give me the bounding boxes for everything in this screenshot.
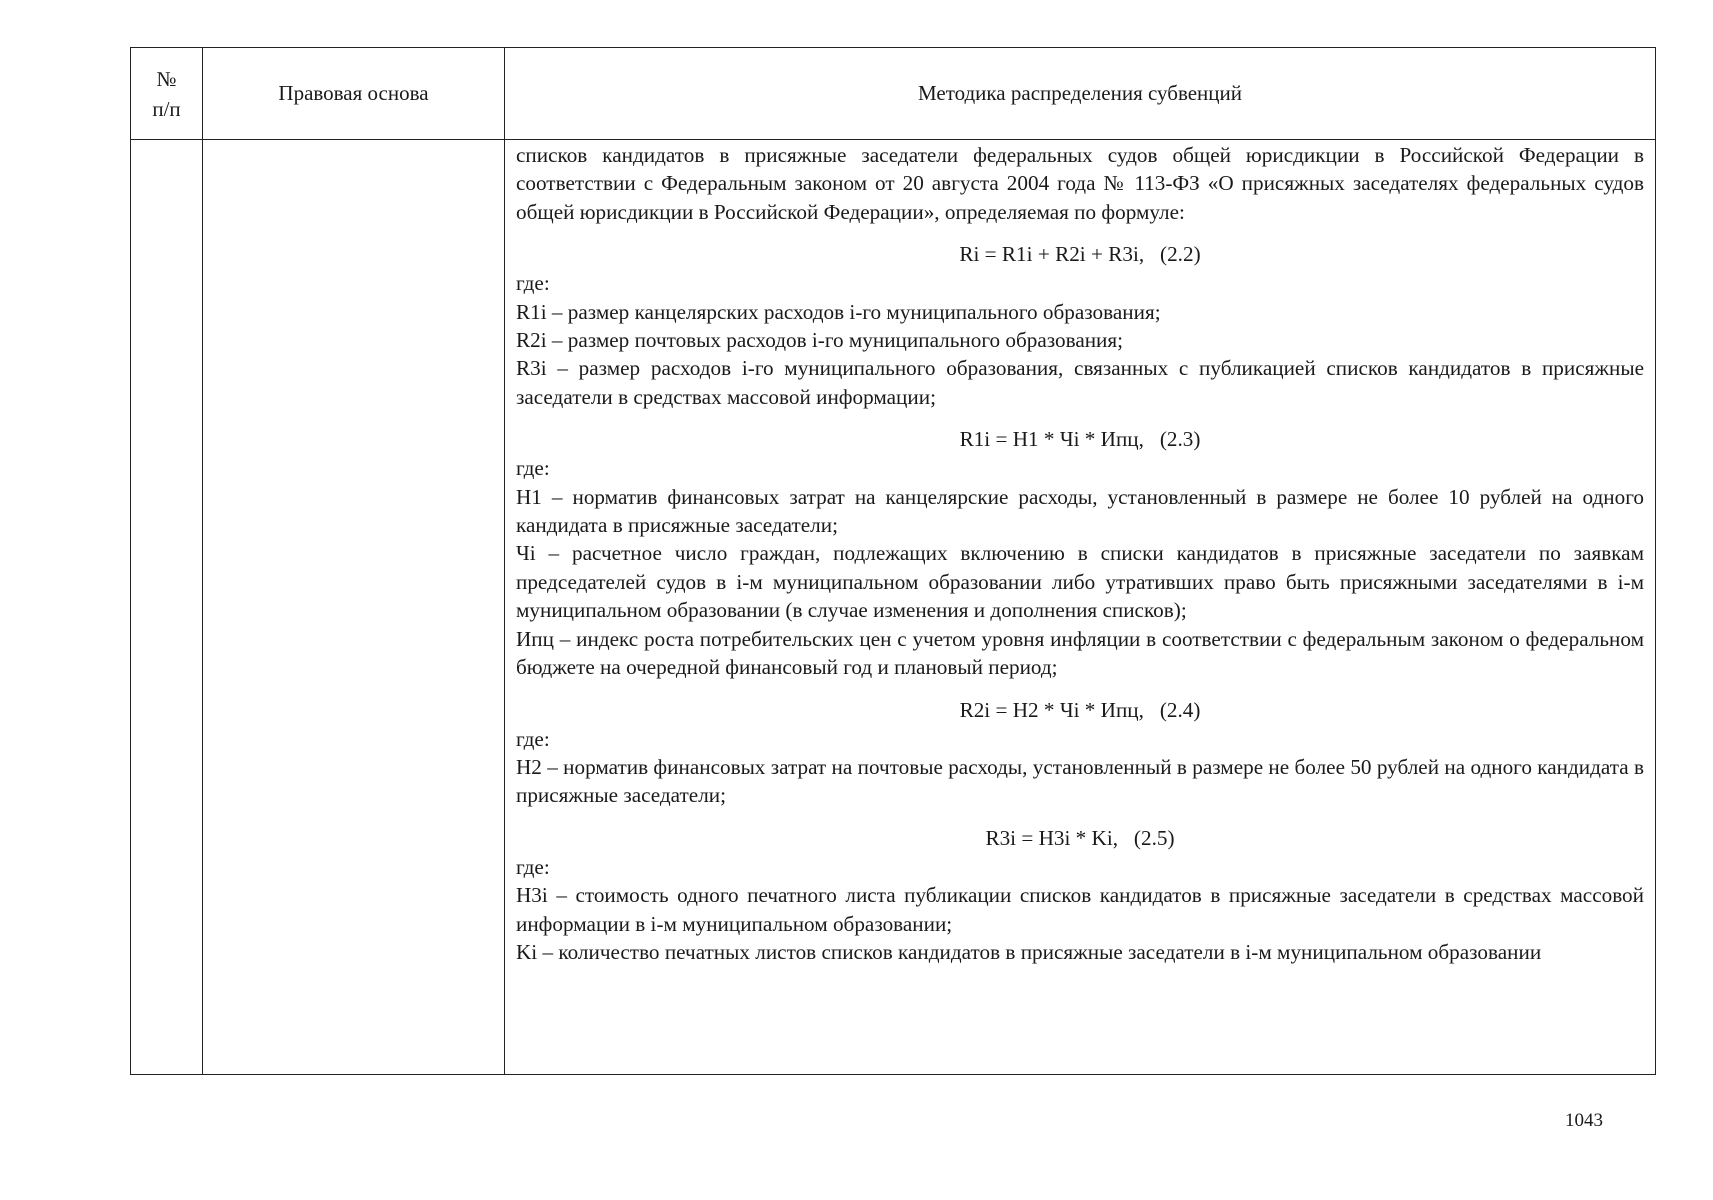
table-row <box>131 140 1656 1075</box>
header-number <box>131 48 203 140</box>
methodology-table <box>130 47 1656 1075</box>
paragraph: H2 – норматив финансовых затрат на почтовые расходы, установленный в размере не более 50 рублей на одного кандидата в присяжные заседатели; <box>516 754 1644 808</box>
formula: R1i = H1 * Чi * Ипц, (2.3) <box>959 427 1201 452</box>
header-legal-basis: Правовая основа <box>203 48 505 140</box>
methodology-text <box>505 140 1655 966</box>
header-number-symbol: № <box>156 66 177 91</box>
paragraph: R3i – размер расходов i-го муниципального образования, связанных с публикацией списков кандидатов в присяжные заседатели в средствах массовой информации; <box>516 356 1644 409</box>
cell-number <box>131 140 203 1075</box>
paragraph: R1i – размер канцелярских расходов i-го муниципального образования; <box>516 299 1161 324</box>
formula: R3i = H3i * Ki, (2.5) <box>985 825 1175 850</box>
table-header-row <box>131 48 1656 140</box>
paragraph: R2i – размер почтовых расходов i-го муниципального образования; <box>516 328 1124 353</box>
paragraph: Чi – расчетное число граждан, подлежащих включению в списки кандидатов в присяжные заседатели по заявкам председателей судов в i-м муниципальном образовании либо утративших право быть присяжными заседателями в i-м муниципальном образовании (в случае изменения и дополнения списков); <box>516 541 1644 623</box>
page-number: 1043 <box>1565 1110 1603 1131</box>
formula: Ri = R1i + R2i + R3i, (2.2) <box>959 242 1201 267</box>
formula: R2i = H2 * Чi * Ипц, (2.4) <box>959 697 1201 722</box>
cell-methodology <box>505 140 1656 1075</box>
paragraph: H1 – норматив финансовых затрат на канцелярские расходы, установленный в размере не более 10 рублей на одного кандидата в присяжные заседатели; <box>516 484 1644 538</box>
paragraph: Ипц – индекс роста потребительских цен с учетом уровня инфляции в соответствии с федеральным законом о федеральном бюджете на очередной финансовый год и плановый период; <box>516 626 1644 680</box>
header-methodology: Методика распределения субвенций <box>505 48 1656 140</box>
header-number-abbrev: п/п <box>152 96 181 121</box>
paragraph: H3i – стоимость одного печатного листа публикации списков кандидатов в присяжные заседатели в средствах массовой информации в i-м муниципальном образовании; <box>516 883 1644 936</box>
paragraph: где: <box>516 854 550 879</box>
paragraph: где: <box>516 271 550 296</box>
paragraph: где: <box>516 726 550 751</box>
paragraph: где: <box>516 456 550 481</box>
cell-legal-basis <box>203 140 505 1075</box>
paragraph: Ki – количество печатных листов списков кандидатов в присяжные заседатели в i-м муниципальном образовании <box>516 939 1542 964</box>
paragraph: списков кандидатов в присяжные заседатели федеральных судов общей юрисдикции в Российской Федерации в соответствии с Федеральным законом от 20 августа 2004 года № 113-ФЗ «О присяжных заседателях федеральных судов общей юрисдикции в Российской Федерации», определяемая по формуле: <box>516 143 1644 224</box>
